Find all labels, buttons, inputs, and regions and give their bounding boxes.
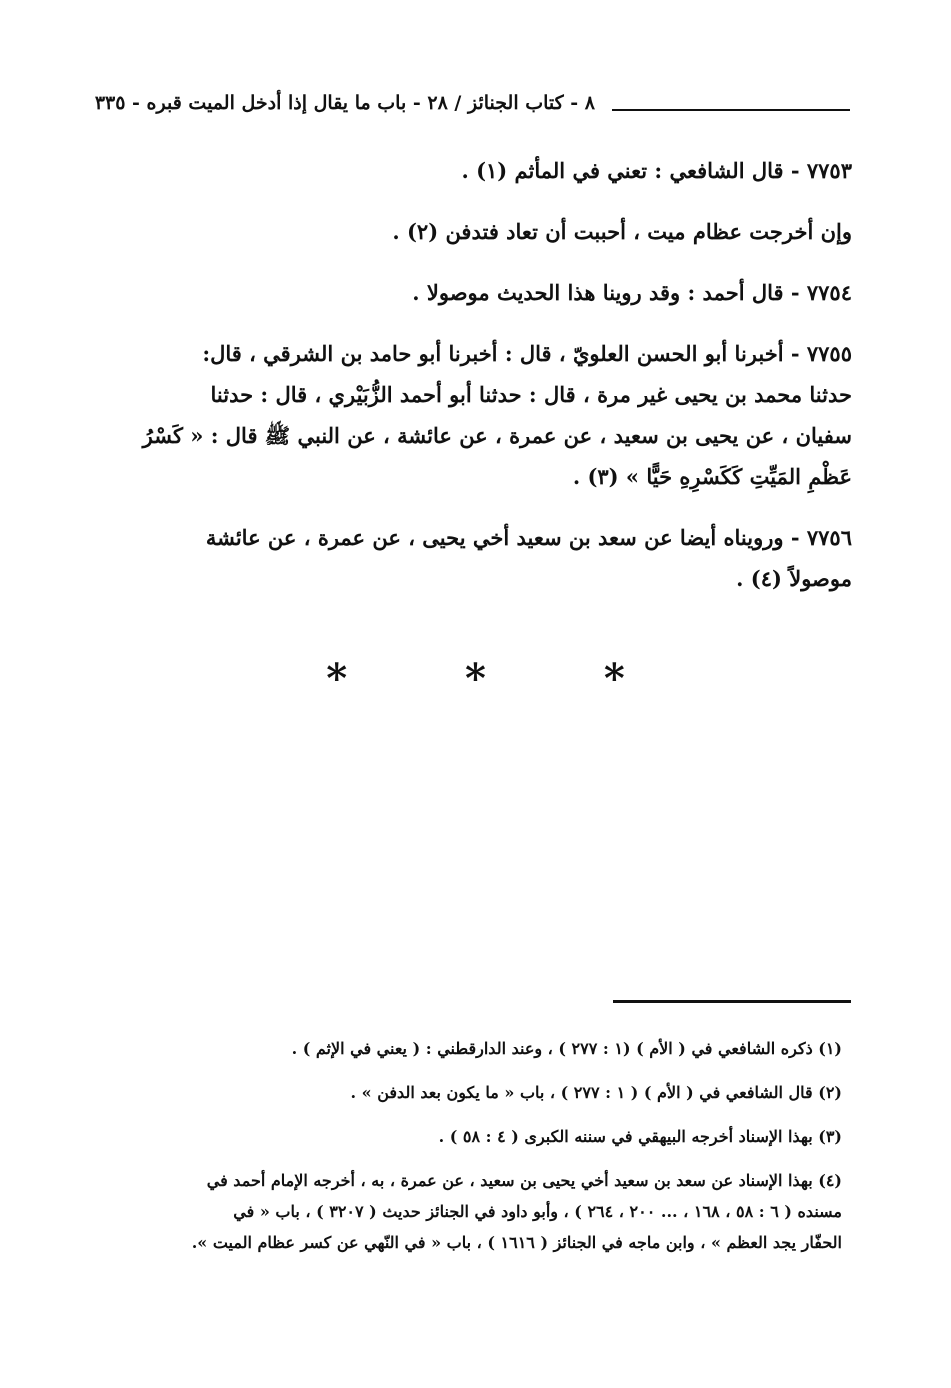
text-line: موصولاً (٤) . [736,566,852,591]
text-line: وإن أخرجت عظام ميت ، أحببت أن تعاد فتدفن (٢) . [392,219,852,244]
footnote-3 [110,1121,842,1152]
footnote-1 [110,1033,842,1064]
text-line: سفيان ، عن يحيى بن سعيد ، عن عمرة ، عن عائشة ، عن النبي ﷺ قال : « كَسْرُ [142,423,852,448]
running-header [94,92,850,128]
paragraph-7753-continued [110,211,852,252]
paragraph-7753 [110,150,852,191]
text-line: ٧٧٥٤ - قال أحمد : وقد روينا هذا الحديث موصولا . [412,280,852,305]
footnote-line: مسنده ( ٦ : ٥٨ ، ١٦٨ ، ... ٢٠٠ ، ٢٦٤ ) ، وأبو داود في الجنائز حديث ( ٣٢٠٧ ) ، باب « في [233,1202,842,1221]
text-line: ٧٧٥٥ - أخبرنا أبو الحسن العلويّ ، قال : أخبرنا أبو حامد بن الشرقي ، قال: [202,341,852,366]
section-separator: * * * [326,655,677,702]
text-line: حدثنا محمد بن يحيى غير مرة ، قال : حدثنا أبو أحمد الزُّبَيْري ، قال : حدثنا [210,382,852,407]
text-line: ٧٧٥٦ - ورويناه أيضا عن سعد بن سعيد أخي يحيى ، عن عمرة ، عن عائشة [205,525,852,550]
footnote-line: (٤) بهذا الإسناد عن سعد بن سعيد أخي يحيى بن سعيد ، عن عمرة ، به ، أخرجه الإمام أحمد في [206,1171,842,1190]
footnote-rule [613,1000,851,1003]
text-line: ٧٧٥٣ - قال الشافعي : تعني في المأثم (١) . [461,158,852,183]
footnote-line: الحفّار يجد العظم » ، وابن ماجه في الجنائز ( ١٦١٦ ) ، باب « في النّهي عن كسر عظام الميت ». [191,1233,842,1252]
header-text: ٨ - كتاب الجنائز / ٢٨ - باب ما يقال إذا أدخل الميت قبره - ٣٣٥ [94,92,595,114]
paragraph-7755 [110,333,852,497]
text-line: عَظْمِ المَيِّتِ كَكَسْرِهِ حَيًّا » (٣) . [572,464,852,489]
paragraph-7754 [110,272,852,313]
footnote-4 [110,1165,842,1258]
main-text [110,150,852,619]
footnote-line: (١) ذكره الشافعي في ( الأم ) (١ : ٢٧٧ ) ، وعند الدارقطني : ( يعني في الإثم ) . [291,1039,842,1058]
paragraph-7756 [110,517,852,599]
footnote-line: (٢) قال الشافعي في ( الأم ) ( ١ : ٢٧٧ ) ، باب « ما يكون بعد الدفن » . [350,1083,842,1102]
footnotes [110,1033,842,1271]
header-rule [612,109,850,111]
footnote-line: (٣) بهذا الإسناد أخرجه البيهقي في سننه الكبرى ( ٤ : ٥٨ ) . [438,1127,842,1146]
footnote-2 [110,1077,842,1108]
